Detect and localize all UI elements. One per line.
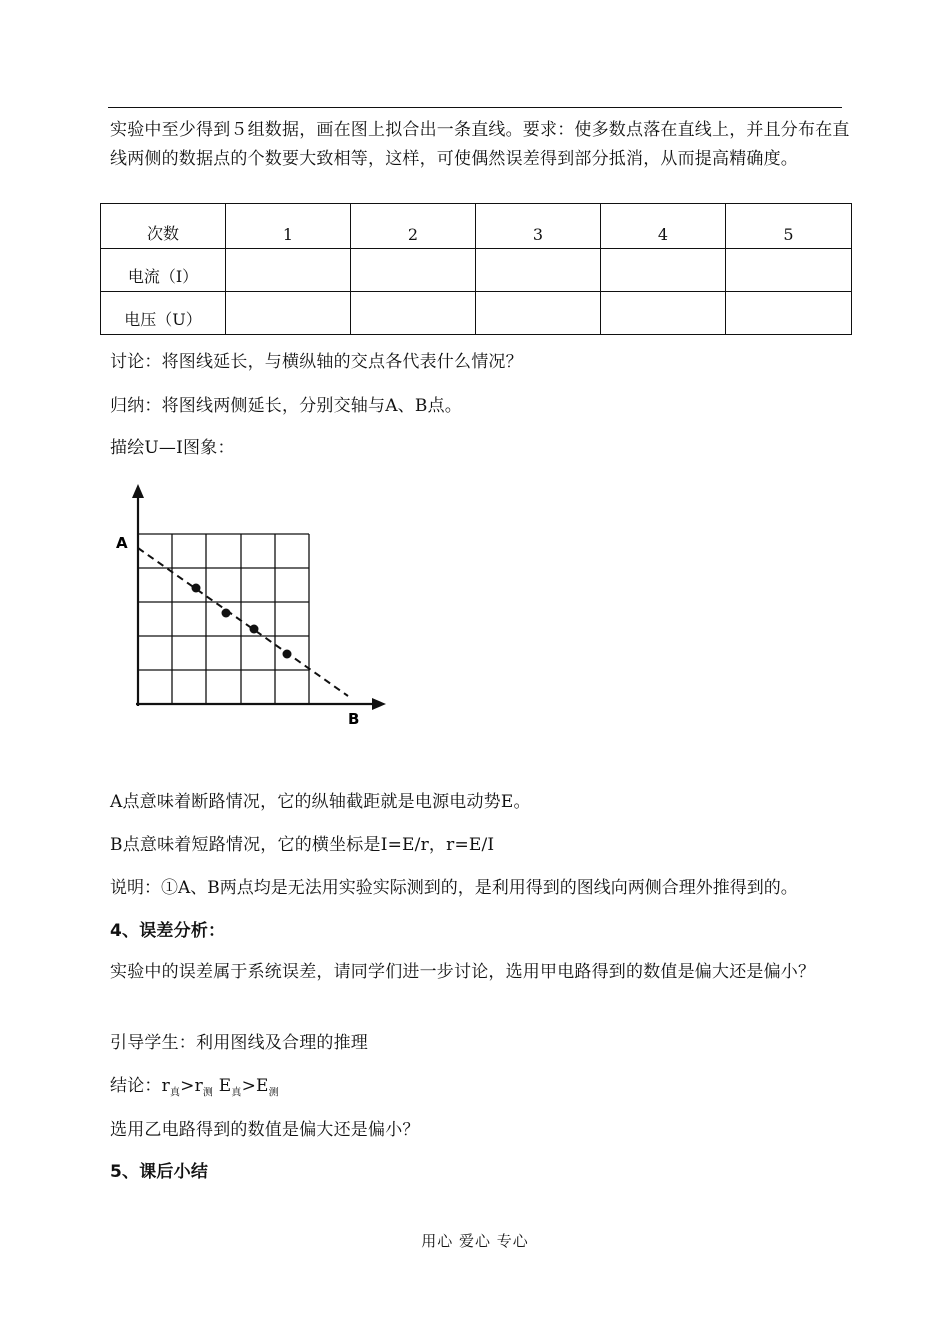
header-cell-3: 3	[476, 204, 601, 249]
data-table	[100, 203, 852, 335]
table-cell	[351, 249, 476, 292]
header-cell-2: 2	[351, 204, 476, 249]
plot-heading: 描绘U—I图象：	[110, 438, 235, 458]
question-b-text: 选用乙电路得到的数值是偏大还是偏小？	[110, 1120, 420, 1140]
table-cell	[351, 292, 476, 335]
error-analysis-text: 实验中的误差属于系统误差，请同学们进一步讨论，选用甲电路得到的数值是偏大还是偏小？	[110, 962, 816, 982]
label-b: B	[348, 710, 360, 728]
header-cell-1: 1	[226, 204, 351, 249]
conclusion-prefix: 结论：	[110, 1076, 162, 1096]
table-cell	[726, 292, 852, 335]
table-cell	[476, 249, 601, 292]
header-cell-4: 4	[601, 204, 726, 249]
section-4-title: 4、误差分析：	[110, 921, 226, 941]
conclusion-text: 结论：$r_真>r_测$ $E_真>E_测$	[110, 1076, 279, 1099]
guide-text: 引导学生：利用图线及合理的推理	[110, 1033, 368, 1053]
row-label-voltage: 电压（U）	[101, 292, 226, 335]
section-5-title: 5、课后小结	[110, 1162, 209, 1182]
table-cell	[226, 292, 351, 335]
ui-graph	[110, 478, 400, 728]
table-header-row	[101, 204, 852, 249]
header-cell-5: 5	[726, 204, 852, 249]
header-cell-count: 次数	[101, 204, 226, 249]
point-b-text: B点意味着短路情况，它的横坐标是I=E/r，r=E/I	[110, 835, 495, 855]
table-cell	[476, 292, 601, 335]
table-cell	[726, 249, 852, 292]
table-cell	[601, 249, 726, 292]
data-point-4	[283, 650, 292, 659]
data-point-3	[250, 625, 259, 634]
induction-text: 归纳：将图线两侧延长，分别交轴与A、B点。	[110, 396, 462, 416]
y-axis-arrow-icon	[132, 484, 144, 498]
fit-line-dashed	[138, 548, 348, 696]
label-a: A	[116, 534, 128, 552]
x-axis-arrow-icon	[372, 698, 386, 710]
data-point-1	[192, 584, 201, 593]
table-cell	[226, 249, 351, 292]
discussion-text: 讨论：将图线延长，与横纵轴的交点各代表什么情况？	[110, 352, 523, 372]
table-row-voltage	[101, 292, 852, 335]
header-rule	[108, 107, 842, 108]
point-a-text: A点意味着断路情况，它的纵轴截距就是电源电动势E。	[110, 792, 531, 812]
note-text: 说明：①A、B两点均是无法用实验实际测到的，是利用得到的图线向两侧合理外推得到的。	[110, 878, 798, 898]
table-row-current	[101, 249, 852, 292]
table-cell	[601, 292, 726, 335]
graph-grid	[138, 534, 309, 704]
intro-paragraph: 实验中至少得到５组数据，画在图上拟合出一条直线。要求：使多数点落在直线上，并且分布在直线两侧的数据点的个数要大致相等，这样，可使偶然误差得到部分抵消，从而提高精确度。	[110, 120, 850, 169]
row-label-current: 电流（I）	[101, 249, 226, 292]
page-footer: 用心 爱心 专心	[421, 1232, 529, 1250]
data-point-2	[222, 609, 231, 618]
